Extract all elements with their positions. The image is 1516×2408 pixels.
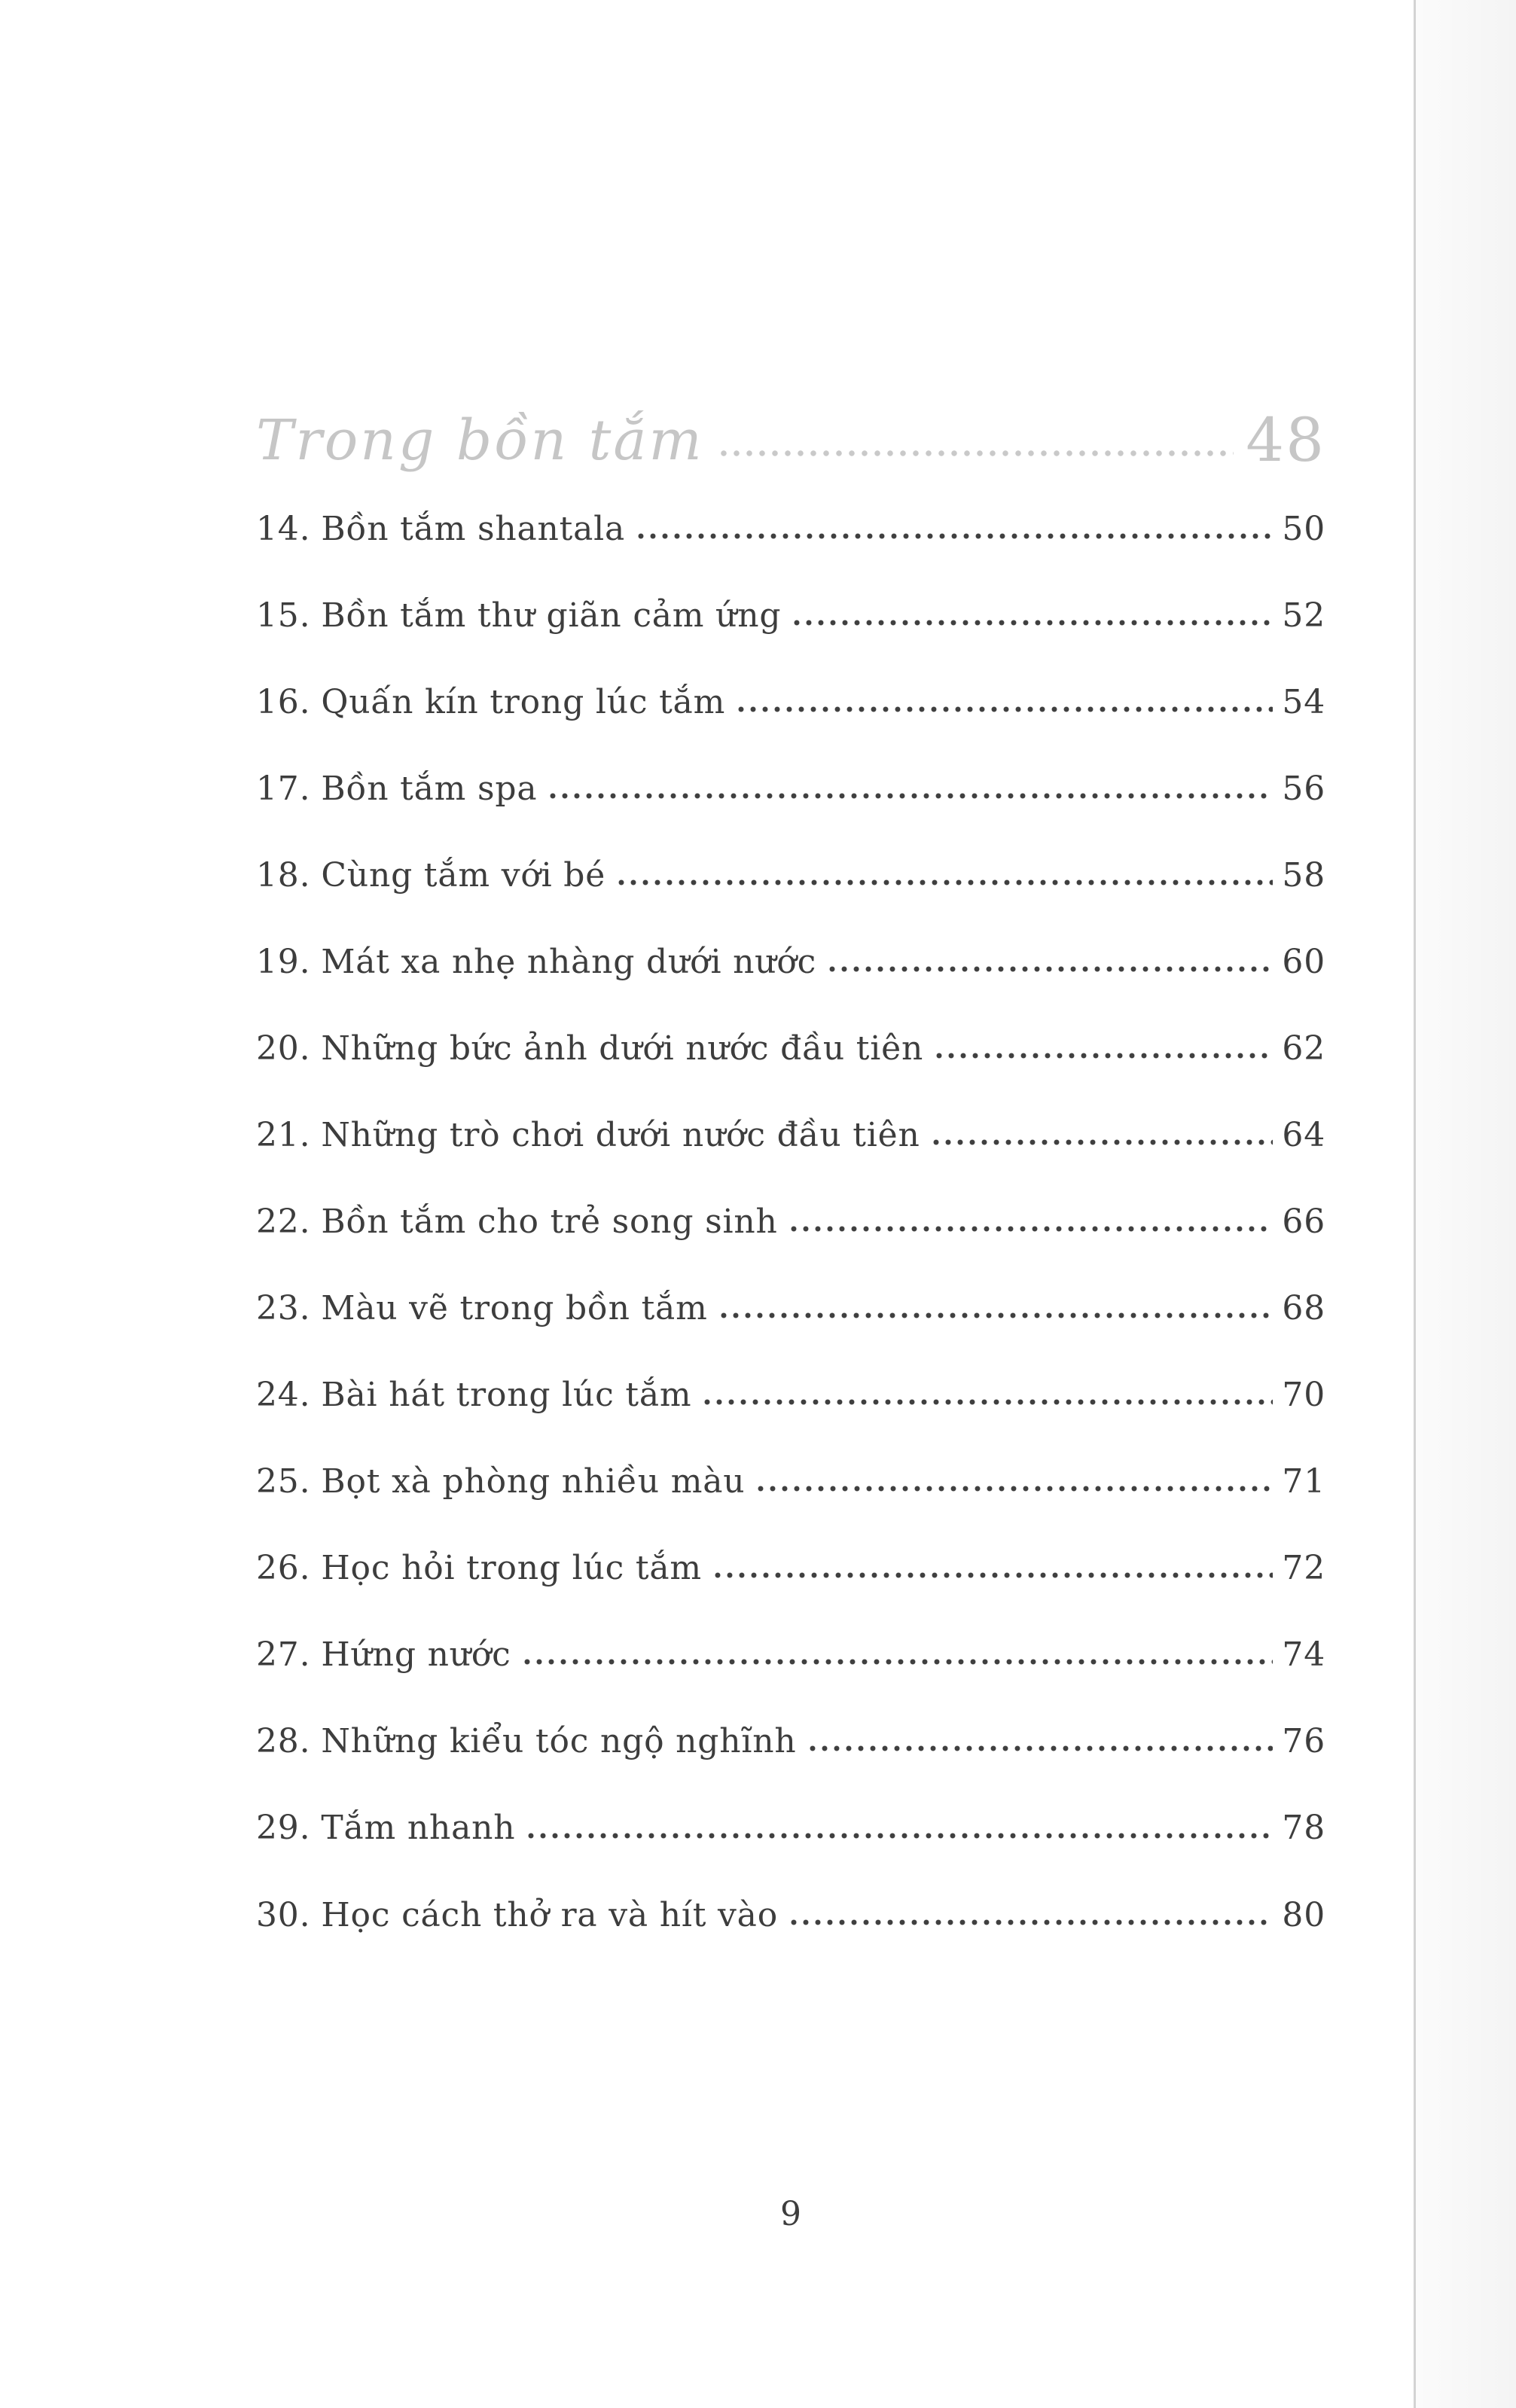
toc-entry-title: Học hỏi trong lúc tắm (321, 1549, 702, 1588)
toc-entry-page: 66 (1282, 1202, 1325, 1242)
dotted-leader (720, 1311, 1274, 1320)
dotted-leader (757, 1484, 1273, 1493)
dotted-leader (714, 1571, 1273, 1580)
toc-entry-number: 19. (256, 943, 311, 982)
toc-entry (256, 1809, 1325, 1847)
toc-entry-title: Những kiểu tóc ngộ nghĩnh (321, 1722, 797, 1761)
dotted-leader (527, 1831, 1273, 1840)
toc-entry-page: 62 (1282, 1029, 1325, 1068)
dotted-leader (523, 1657, 1274, 1666)
toc-entry-title: Tắm nhanh (321, 1809, 516, 1848)
toc-entry-page: 60 (1282, 943, 1325, 982)
toc-entry-number: 14. (256, 510, 311, 548)
page-number: 9 (780, 2195, 801, 2233)
toc-entry-number: 30. (256, 1895, 311, 1934)
toc-entry-number: 23. (256, 1289, 311, 1328)
toc-entry (256, 856, 1325, 895)
toc-entry-title: Mát xa nhẹ nhàng dưới nước (321, 943, 817, 982)
dotted-leader (790, 1918, 1273, 1927)
toc-entry-title: Bồn tắm thư giãn cảm ứng (321, 596, 782, 636)
section-header (256, 405, 1325, 475)
toc-entry-title: Cùng tắm với bé (321, 856, 606, 895)
toc-entry-number: 18. (256, 856, 311, 895)
toc-entry-number: 21. (256, 1116, 311, 1155)
toc-entry-number: 27. (256, 1635, 311, 1675)
toc-entry-title: Màu vẽ trong bồn tắm (321, 1289, 708, 1328)
toc-entry (256, 1029, 1325, 1068)
toc-entry (256, 1116, 1325, 1154)
dotted-leader (703, 1398, 1273, 1407)
toc-entry-title: Những trò chơi dưới nước đầu tiên (321, 1116, 920, 1155)
toc-entry-number: 29. (256, 1809, 311, 1848)
toc-entry-number: 15. (256, 596, 311, 636)
toc-entry-number: 22. (256, 1202, 311, 1242)
section-dotted-leader (719, 448, 1234, 459)
toc-entry-page: 68 (1282, 1289, 1325, 1328)
toc-entry (256, 510, 1325, 548)
toc-entry (256, 1376, 1325, 1414)
dotted-leader (790, 1224, 1274, 1233)
toc-entry-page: 54 (1282, 683, 1325, 722)
toc-entry-title: Những bức ảnh dưới nước đầu tiên (321, 1029, 924, 1068)
toc-entry-page: 74 (1282, 1635, 1325, 1675)
toc-entry (256, 943, 1325, 981)
dotted-leader (809, 1744, 1274, 1753)
dotted-leader (828, 965, 1273, 974)
toc-entry (256, 596, 1325, 635)
toc-entry-number: 16. (256, 683, 311, 722)
scan-page-edge-shadow (1416, 0, 1516, 2408)
toc-entry (256, 683, 1325, 721)
dotted-leader (637, 532, 1273, 541)
toc-entry-number: 20. (256, 1029, 311, 1068)
toc-entry-title: Hứng nước (321, 1635, 511, 1675)
dotted-leader (932, 1138, 1274, 1147)
toc-entry-page: 56 (1282, 770, 1325, 809)
toc-entry-number: 25. (256, 1462, 311, 1501)
dotted-leader (737, 705, 1273, 714)
section-title: Trong bồn tắm (256, 408, 704, 474)
scan-page-edge-line (1414, 0, 1416, 2408)
toc-entry (256, 1549, 1325, 1587)
toc-entry-title: Quấn kín trong lúc tắm (321, 683, 726, 722)
toc-entry-number: 24. (256, 1376, 311, 1415)
toc-entry-page: 72 (1282, 1549, 1325, 1588)
toc-entry-page: 71 (1282, 1462, 1325, 1501)
toc-entry-page: 76 (1282, 1722, 1325, 1761)
toc-entry-page: 52 (1282, 596, 1325, 636)
toc-entry-title: Bồn tắm spa (321, 770, 538, 809)
toc-entry (256, 1462, 1325, 1501)
toc-entry-number: 26. (256, 1549, 311, 1588)
toc-entry-number: 28. (256, 1722, 311, 1761)
toc-list (256, 510, 1325, 1934)
toc-entry (256, 1289, 1325, 1327)
toc-entry (256, 1722, 1325, 1760)
dotted-leader (793, 618, 1273, 627)
dotted-leader (549, 791, 1273, 800)
toc-entry-title: Bọt xà phòng nhiều màu (321, 1462, 746, 1501)
toc-entry-title: Bồn tắm shantala (321, 510, 626, 548)
toc-entry (256, 1896, 1325, 1934)
toc-entry-title: Bồn tắm cho trẻ song sinh (321, 1202, 778, 1242)
toc-entry-page: 58 (1282, 856, 1325, 895)
toc-entry (256, 1635, 1325, 1674)
toc-entry-page: 78 (1282, 1809, 1325, 1848)
toc-entry-page: 80 (1282, 1895, 1325, 1934)
toc-page (256, 405, 1325, 1983)
section-page-number: 48 (1246, 405, 1325, 475)
dotted-leader (618, 878, 1273, 887)
toc-entry-page: 70 (1282, 1376, 1325, 1415)
toc-entry (256, 1202, 1325, 1241)
toc-entry-page: 50 (1282, 510, 1325, 548)
toc-entry-page: 64 (1282, 1116, 1325, 1155)
toc-entry-title: Học cách thở ra và hít vào (321, 1895, 778, 1934)
dotted-leader (935, 1051, 1273, 1060)
toc-entry-title: Bài hát trong lúc tắm (321, 1376, 692, 1415)
toc-entry (256, 770, 1325, 808)
toc-entry-number: 17. (256, 770, 311, 809)
